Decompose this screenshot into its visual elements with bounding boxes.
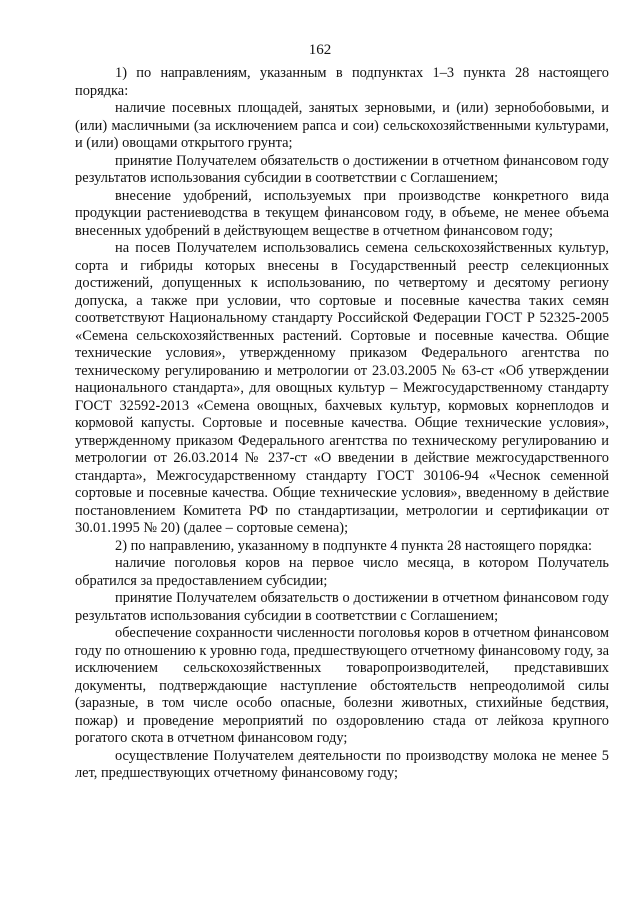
paragraph-condition-5: наличие поголовья коров на первое число месяца, в котором Получатель обратился за предоставлением субсидии; — [75, 555, 609, 589]
paragraph-condition-6: принятие Получателем обязательств о достижении в отчетном финансовом году результатов использования субсидии в соответствии с Соглашением; — [75, 590, 609, 624]
paragraph-condition-2: принятие Получателем обязательств о достижении в отчетном финансовом году результатов использования субсидии в соответствии с Соглашением; — [75, 152, 609, 186]
paragraph-condition-7: обеспечение сохранности численности поголовья коров в отчетном финансовом году по отношению к уровню года, предшествующего отчетному финансовому году, за исключением сельскохозяйственных товаропроизводителей, представивших документы, подтверждающие наступление обстоятельств непреодолимой силы (заразные, в том числе особо опасные, болезни животных, стихийные бедствия, пожар) и проведение мероприятий по оздоровлению стада от лейкоза крупного рогатого скота в отчетном финансовом году; — [75, 625, 609, 746]
paragraph-condition-8: осуществление Получателем деятельности по производству молока не менее 5 лет, предшествующих отчетному финансовому году; — [75, 747, 609, 781]
document-body — [75, 65, 609, 783]
paragraph-condition-1: наличие посевных площадей, занятых зерновыми, и (или) зернобобовыми, и (или) масличными (за исключением рапса и сои) сельскохозяйственными культурами, и (или) овощами открытого грунта; — [75, 100, 609, 151]
page-number: 162 — [308, 42, 332, 58]
paragraph-item-1: 1) по направлениям, указанным в подпунктах 1–3 пункта 28 настоящего порядка: — [75, 65, 609, 99]
paragraph-condition-4: на посев Получателем использовались семена сельскохозяйственных культур, сорта и гибриды которых внесены в Государственный реестр селекционных достижений, допущенных к использованию, по четвертому и десятому региону допуска, а также при условии, что сортовые и посевные качества таких семян соответствуют Национальному стандарту Российской Федерации ГОСТ Р 52325-2005 «Семена сельскохозяйственных растений. Сортовые и посевные качества. Общие технические условия», утвержденному приказом Федерального агентства по техническому регулированию и метрологии от 23.03.2005 № 63-ст «Об утверждении национального стандарта», для овощных культур – Межгосударственному стандарту ГОСТ 32592-2013 «Семена овощных, бахчевых культур, кормовых корнеплодов и кормовой капусты. Сортовые и посевные качества. Общие технические условия», утвержденному приказом Федерального агентства по техническому регулированию и метрологии от 26.03.2014 № 237-ст «О введении в действие межгосударственного стандарта», Межгосударственному стандарту ГОСТ 30106-94 «Чеснок семенной сортовые и посевные качества. Общие технические условия», введенному в действие постановлением Комитета РФ по стандартизации, метрологии и сертификации от 30.01.1995 № 20) (далее – сортовые семена); — [75, 240, 609, 536]
paragraph-item-2: 2) по направлению, указанному в подпункте 4 пункта 28 настоящего порядка: — [115, 537, 593, 554]
paragraph-condition-3: внесение удобрений, используемых при производстве конкретного вида продукции растениеводства в текущем финансовом году, в объеме, не менее объема внесенных удобрений в действующем веществе в отчетном финансовом году; — [75, 187, 609, 239]
